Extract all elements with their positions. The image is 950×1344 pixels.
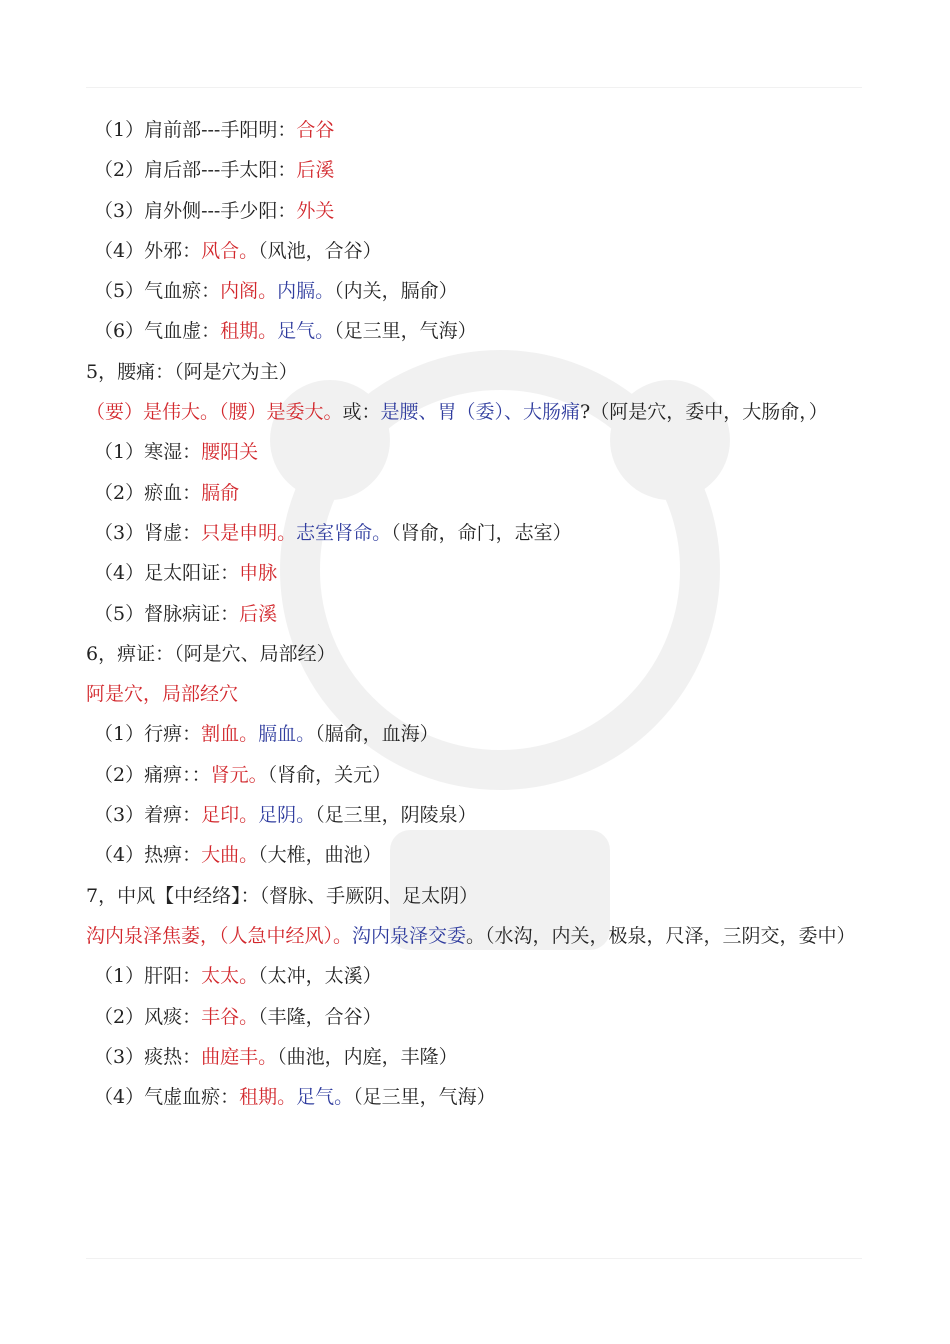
text-segment: 大曲。 (201, 844, 259, 867)
list-item (86, 513, 856, 553)
text-segment: 后溪 (239, 602, 278, 625)
text-segment: 。（水沟，内关，极泉，尺泽，三阴交，委中） (466, 924, 856, 947)
text-segment: 足印。 (201, 804, 259, 827)
section-heading (86, 876, 856, 916)
text-segment: 是腰、胃（委）、大肠痛 (380, 401, 581, 424)
list-item (86, 956, 856, 996)
text-segment: 或： (342, 401, 381, 424)
text-segment: （2）痛痹：： (94, 763, 211, 786)
text-segment: （丰隆，合谷） (258, 1005, 382, 1028)
list-item (86, 231, 856, 271)
text-segment: （肾俞，关元） (267, 763, 392, 786)
list-item (86, 110, 856, 150)
list-item (86, 795, 856, 835)
text-segment: 沟内泉泽交委 (352, 924, 467, 947)
text-segment: 外关 (296, 199, 335, 222)
text-segment: ?（阿是穴，委中，大肠俞，） (580, 401, 828, 424)
text-segment: 租期。 (220, 320, 278, 343)
text-segment: 租期。 (239, 1086, 297, 1109)
text-segment: 合谷 (296, 119, 335, 141)
text-segment: （6）气血虚： (94, 320, 221, 343)
text-segment: （4）热痹： (94, 844, 202, 867)
text-segment: （3）肾虚： (94, 521, 202, 544)
list-item (86, 997, 856, 1037)
text-segment: 内阁。 (220, 280, 278, 303)
text-segment: （4）气虚血瘀： (94, 1086, 240, 1109)
text-segment: 申脉 (239, 562, 278, 585)
text-segment: 沟内泉泽焦萎，（人急中经风）。 (86, 924, 353, 947)
list-item (86, 150, 856, 190)
text-segment: 足阴。 (258, 804, 316, 827)
list-item (86, 473, 856, 513)
text-segment: （4）足太阳证： (94, 562, 240, 585)
top-divider (86, 87, 862, 88)
bottom-divider (86, 1258, 862, 1259)
list-item (86, 755, 856, 795)
text-segment: 太太。 (201, 965, 259, 988)
text-segment: （太冲，太溪） (258, 965, 382, 988)
text-segment: （2）风痰： (94, 1005, 202, 1028)
section-heading (86, 352, 856, 392)
text-segment: 7，中风【中经络】：（督脉、手厥阴、足太阴） (86, 884, 479, 907)
text-segment: （风池，合谷） (258, 239, 382, 262)
list-item (86, 1077, 856, 1117)
text-segment: （3）痰热： (94, 1045, 202, 1068)
text-segment: 后溪 (296, 159, 335, 182)
text-segment: 膈俞 (201, 481, 240, 504)
text-segment: （5）督脉病证： (94, 602, 240, 625)
text-segment: （5）气血瘀： (94, 280, 221, 303)
text-segment: （要）是伟大。（腰）是委大。 (86, 401, 343, 424)
list-item (86, 714, 856, 754)
document-body (86, 110, 856, 1117)
text-segment: 膈血。 (258, 723, 316, 746)
text-segment: （1）寒湿： (94, 441, 202, 464)
text-segment: 风合。 (201, 239, 259, 262)
text-segment: （肾俞，命门，志室） (391, 521, 572, 544)
text-segment: （4）外邪： (94, 239, 202, 262)
text-segment: 足气。 (296, 1086, 354, 1109)
list-item (86, 271, 856, 311)
list-item (86, 553, 856, 593)
text-segment: （内关，膈俞） (334, 280, 458, 303)
text-segment: 肾元。 (210, 763, 268, 786)
section-heading (86, 674, 856, 714)
text-segment: （1）肝阳： (94, 965, 202, 988)
text-segment: （大椎，曲池） (258, 844, 382, 867)
text-segment: （1）行痹： (94, 723, 202, 746)
text-segment: 丰谷。 (201, 1005, 259, 1028)
text-segment: 6，痹证：（阿是穴、局部经） (86, 642, 336, 665)
mnemonic-paragraph (86, 392, 856, 432)
text-segment: （膈俞，血海） (315, 723, 439, 746)
text-segment: （3）肩外侧---手少阳： (94, 199, 297, 222)
text-segment: （足三里，气海） (353, 1086, 496, 1109)
text-segment: 只是申明。 (201, 521, 297, 544)
text-segment: （1）肩前部---手阳明： (94, 119, 297, 141)
list-item (86, 432, 856, 472)
list-item (86, 594, 856, 634)
text-segment: （曲池，内庭，丰隆） (277, 1045, 458, 1068)
list-item (86, 835, 856, 875)
text-segment: （3）着痹： (94, 804, 202, 827)
list-item (86, 1037, 856, 1077)
list-item (86, 191, 856, 231)
text-segment: （2）瘀血： (94, 481, 202, 504)
text-segment: 足气。 (277, 320, 335, 343)
mnemonic-paragraph (86, 916, 856, 956)
section-heading (86, 634, 856, 674)
text-segment: 腰阳关 (201, 441, 259, 464)
text-segment: （足三里，阴陵泉） (315, 804, 477, 827)
text-segment: 割血。 (201, 723, 259, 746)
text-segment: 阿是穴，局部经穴 (86, 683, 239, 706)
text-segment: 志室肾命。 (296, 521, 392, 544)
text-segment: 5，腰痛：（阿是穴为主） (86, 360, 298, 383)
text-segment: （2）肩后部---手太阳： (94, 159, 297, 182)
list-item (86, 311, 856, 351)
text-segment: 曲庭丰。 (201, 1045, 278, 1068)
text-segment: （足三里，气海） (334, 320, 477, 343)
text-segment: 内膈。 (277, 280, 335, 303)
